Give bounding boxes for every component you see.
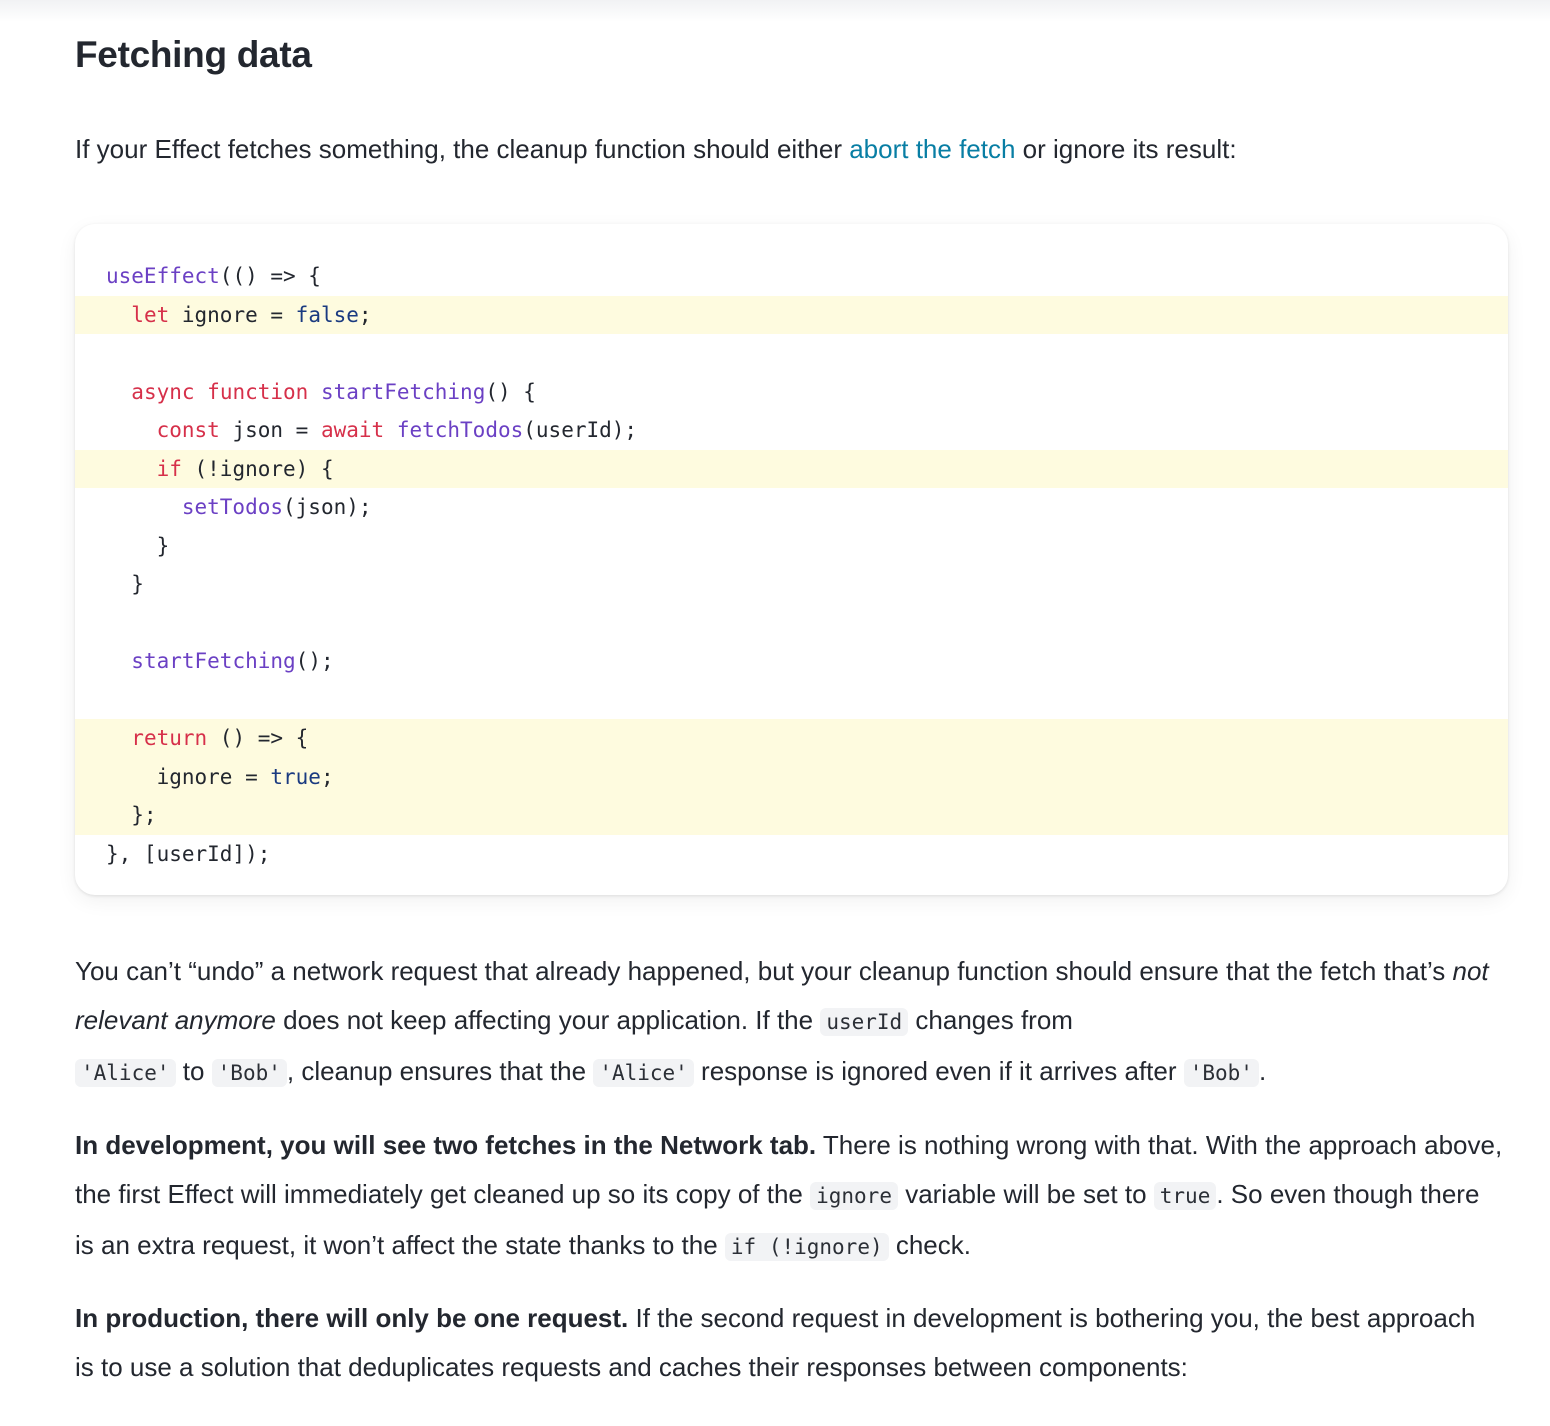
code-line-6: if (!ignore) { [75,450,1508,489]
code-line-3 [75,334,1508,373]
para1-text-7: . [1258,1056,1267,1086]
code-line-15: }; [75,796,1508,835]
code-block [75,224,1508,895]
code-line-4: async function startFetching() { [131,379,536,404]
para1-text-3: changes from [908,1005,1073,1035]
paragraph-production [75,1294,1495,1392]
abort-the-fetch-link[interactable]: abort the fetch [849,134,1016,164]
code-line-12 [75,681,1508,720]
paragraph-development [75,1121,1505,1272]
intro-text-end: or ignore its result: [1015,134,1237,164]
inline-code-bob: 'Bob' [212,1059,287,1087]
inline-code-userId: userId [820,1008,908,1036]
section-heading: Fetching data [75,34,312,75]
para2-text-4: check. [888,1230,971,1260]
code-line-5: const json = await fetchTodos(userId); [156,418,638,442]
intro-paragraph [75,125,1515,174]
code-line-9: } [106,572,144,596]
para1-text-5: , cleanup ensures that the [286,1056,594,1086]
code-line-10 [75,604,1508,643]
code-line-16: }, [userId]); [106,841,271,866]
inline-code-true: true [1154,1182,1217,1210]
para1-text-2: does not keep affecting your application. If the [275,1005,821,1035]
para2-text-2: variable will be set to [897,1179,1154,1209]
code-line-8: } [106,533,170,558]
code-line-2: let ignore = false; [75,296,1508,335]
code-line-13: return () => { [75,719,1508,758]
para1-emphasis: not relevant anymore [75,956,1489,1035]
intro-text: If your Effect fetches something, the cleanup function should either [75,134,850,164]
para1-text-4: to [175,1056,212,1086]
para2-text-3: . So even though there is an extra request, it won’t affect the state thanks to the [75,1179,1480,1260]
top-nav-shadow [0,0,1550,22]
code-line-14: ignore = true; [75,758,1508,797]
code-line-7: setTodos(json); [181,495,372,519]
inline-code-alice: 'Alice' [75,1059,176,1087]
code-line-1: useEffect(() => { [106,264,321,288]
para2-bold: In development, you will see two fetches in the Network tab. [75,1130,817,1160]
inline-code-alice-2: 'Alice' [593,1059,694,1087]
inline-code-if-ignore: if (!ignore) [725,1233,889,1261]
paragraph-undo-request [75,947,1500,1098]
para1-text: You can’t “undo” a network request that already happened, but your cleanup function should ensure that the fetch that’s [75,956,1453,986]
inline-code-ignore: ignore [810,1182,898,1210]
para1-text-6: response is ignored even if it arrives after [693,1056,1184,1086]
code-lines [75,257,1508,873]
para2-text: There is nothing wrong with that. With the approach above, the first Effect will immediately get cleaned up so its copy of the [75,1130,1503,1209]
para3-bold: In production, there will only be one request. [75,1303,629,1333]
para3-text: If the second request in development is bothering you, the best approach is to use a solution that deduplicates requests and caches their responses between components: [75,1303,1476,1382]
inline-code-bob-2: 'Bob' [1184,1059,1259,1087]
code-line-11: startFetching(); [131,649,334,673]
